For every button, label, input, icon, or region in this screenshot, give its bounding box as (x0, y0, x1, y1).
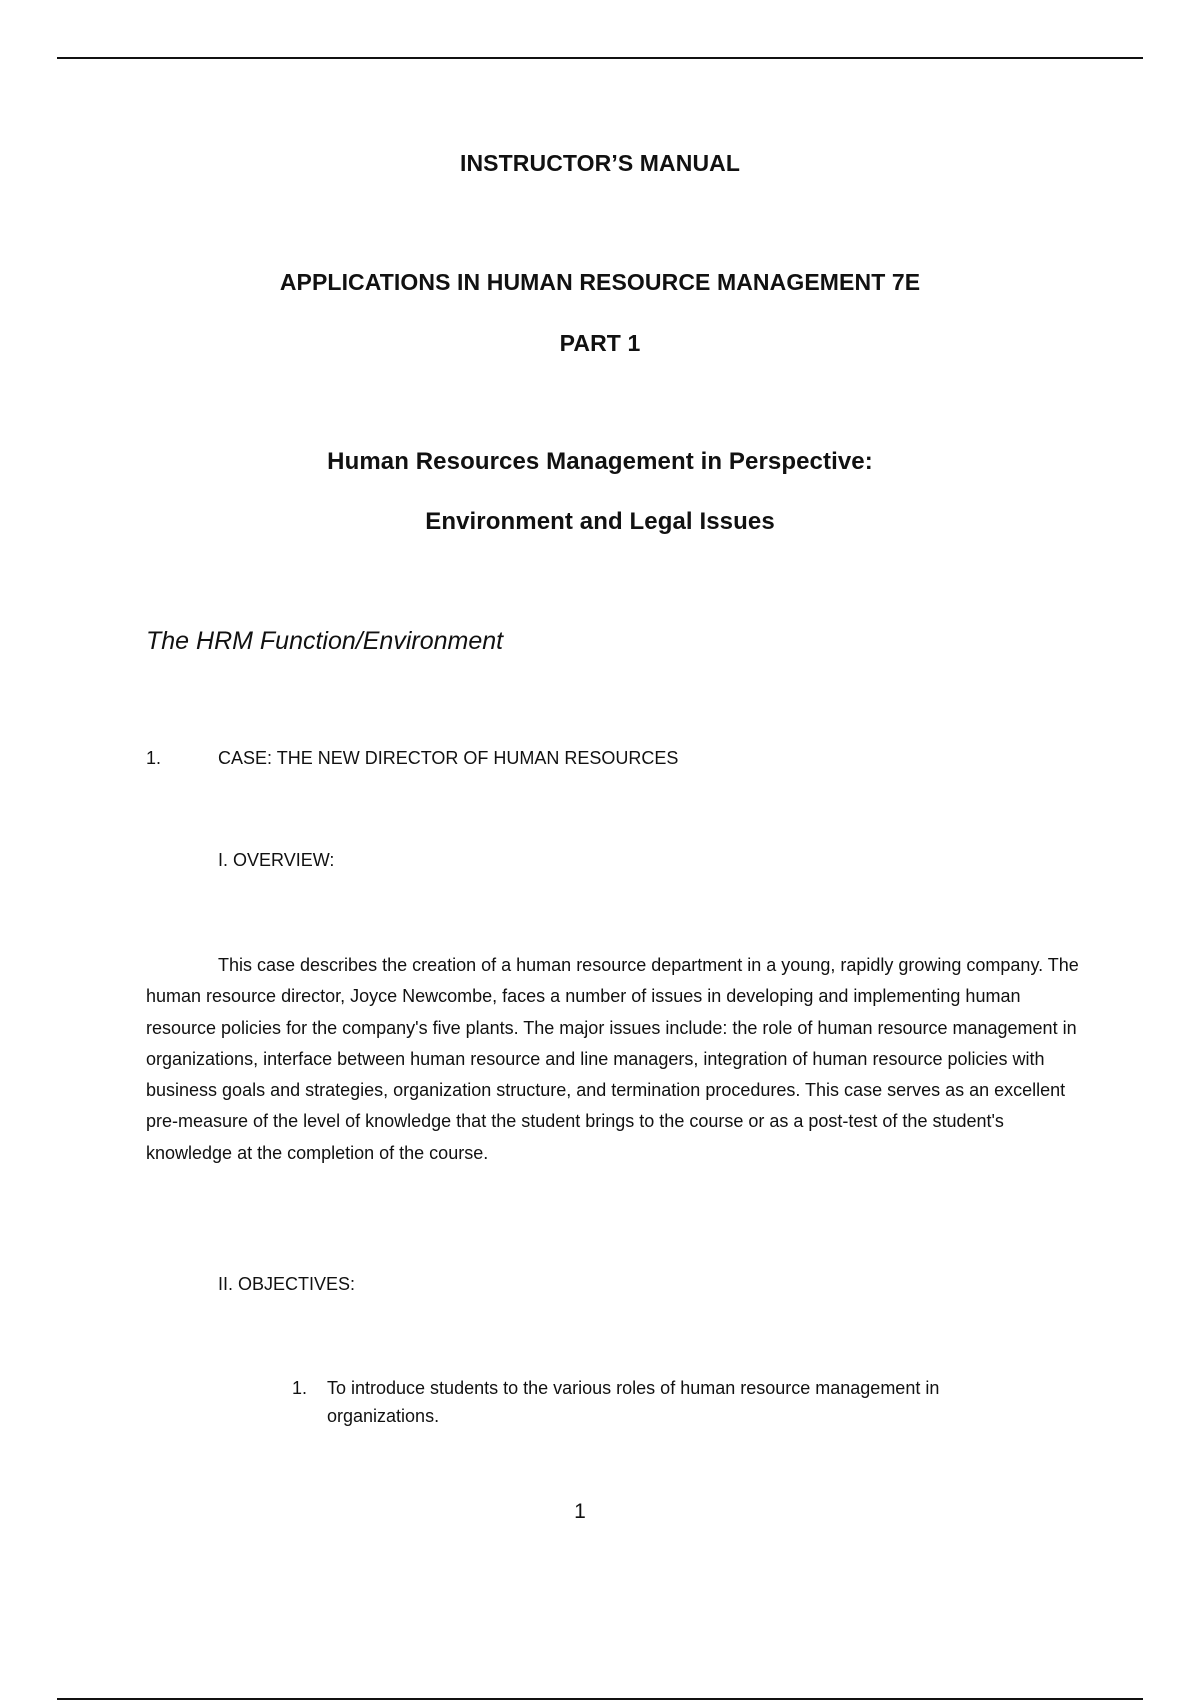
part-title-line2: Environment and Legal Issues (425, 508, 775, 535)
overview-paragraph: This case describes the creation of a human resource department in a young, rapidly growing company. The human resource director, Joyce Newcombe, faces a number of issues in developing and implementing human resource policies for the company's five plants. The major issues include: the role of human resource management in organizations, interface between human resource and line managers, integration of human resource policies with business goals and strategies, organization structure, and termination procedures. This case serves as an excellent pre-measure of the level of knowledge that the student brings to the course or as a post-test of the student's knowledge at the completion of the course. (146, 955, 1079, 1163)
section-title: The HRM Function/Environment (146, 627, 504, 655)
objectives-heading: II. OBJECTIVES: (218, 1274, 356, 1294)
page-number: 1 (574, 1500, 586, 1523)
book-title: APPLICATIONS IN HUMAN RESOURCE MANAGEMENT 7E (279, 269, 921, 295)
case-title: CASE: THE NEW DIRECTOR OF HUMAN RESOURCES (218, 748, 679, 768)
case-number: 1. (146, 748, 162, 768)
manual-title: INSTRUCTOR’S MANUAL (459, 150, 741, 176)
objective-item (292, 1374, 1052, 1430)
overview-heading: I. OVERVIEW: (218, 850, 335, 870)
objective-number: 1. (292, 1378, 308, 1398)
part-label: PART 1 (559, 330, 641, 356)
objective-text: To introduce students to the various roles of human resource management in organizations. (327, 1378, 940, 1426)
top-rule (57, 57, 1143, 59)
part-title-line1: Human Resources Management in Perspective: (327, 448, 873, 475)
